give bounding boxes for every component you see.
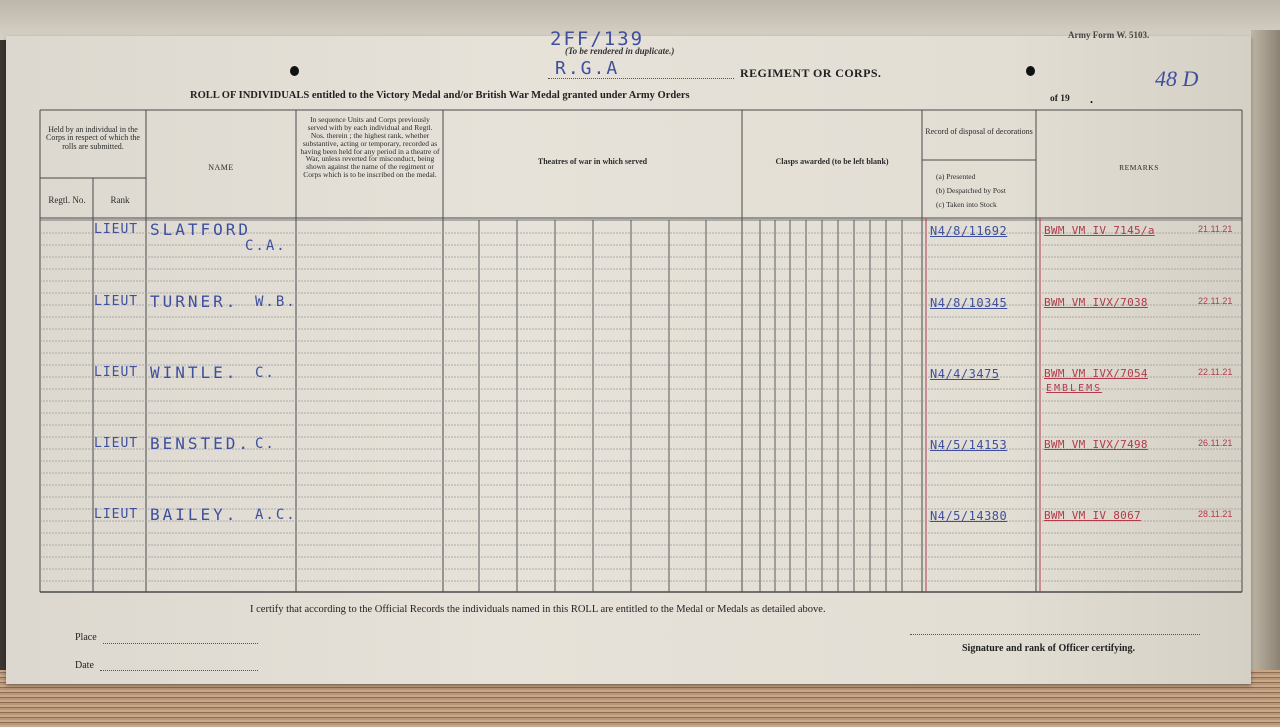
record-b: (b) Despatched by Post [936, 186, 1006, 195]
entry-date: 21.11.21 [1198, 224, 1233, 234]
entry-remarks: BWM VM IVX/7498 [1044, 438, 1148, 451]
date-field-line [100, 670, 258, 671]
entry-rank: LIEUT [94, 222, 139, 237]
entry-remarks: BWM VM IV 7145/a [1044, 224, 1155, 237]
entry-surname: SLATFORD [150, 220, 252, 239]
place-label: Place [75, 632, 97, 643]
record-a: (a) Presented [936, 172, 976, 181]
entry-rank: LIEUT [94, 294, 139, 309]
entry-remarks: BWM VM IVX/7054 [1044, 367, 1148, 380]
entry-rank: LIEUT [94, 507, 139, 522]
entry-date: 26.11.21 [1198, 438, 1233, 448]
top-handwritten-text: 2FF/139 [550, 28, 645, 50]
entry-remarks: BWM VM IVX/7038 [1044, 296, 1148, 309]
place-field-line [103, 643, 258, 644]
entry-initials: C.A. [245, 238, 287, 254]
entry-initials: C. [255, 365, 276, 381]
col-regtl-no: Regtl. No. [48, 195, 86, 205]
entry-initials: W.B. [255, 294, 297, 310]
col-remarks: REMARKS [1119, 163, 1159, 172]
col-record-title: Record of disposal of decorations [925, 127, 1033, 136]
entry-remarks-extra: EMBLEMS [1046, 383, 1103, 394]
of-year-dot: . [1090, 92, 1093, 106]
entry-record: N4/8/11692 [930, 224, 1008, 238]
entry-surname: BENSTED. [150, 434, 252, 453]
col-name: NAME [208, 163, 234, 172]
page-reference-text: 48 D [1155, 66, 1199, 91]
corps-value-text: R.G.A [555, 58, 620, 79]
entry-record: N4/5/14380 [930, 509, 1008, 523]
col-units-note: In sequence Units and Corps previously served with by each individual and Regtl. Nos. therein ; the highest rank, whether substantive, acting or temporary, recorded as having been held for any period in a theatre of War, unless reverted for misconduct, being shown against the name of the regiment or Corps which is to be inscribed on the medal. [300, 115, 440, 180]
record-c: (c) Taken into Stock [936, 200, 997, 209]
regiment-label: REGIMENT OR CORPS. [740, 66, 882, 80]
entry-surname: WINTLE. [150, 363, 239, 382]
entry-surname: BAILEY. [150, 505, 239, 524]
col-held-by: Held by an individual in the Corps in respect of which the rolls are submitted. [46, 125, 140, 151]
entry-record: N4/8/10345 [930, 296, 1008, 310]
duplicate-note: (To be rendered in duplicate.) [565, 46, 675, 56]
signature-label: Signature and rank of Officer certifying. [962, 643, 1135, 654]
certify-statement: I certify that according to the Official Records the individuals named in this ROLL are entitled to the Medal or Medals as detailed above. [250, 604, 826, 615]
entry-date: 28.11.21 [1198, 509, 1233, 519]
entry-rank: LIEUT [94, 436, 139, 451]
entry-record: N4/5/14153 [930, 438, 1008, 452]
col-rank: Rank [110, 195, 130, 205]
entry-initials: A.C. [255, 507, 297, 523]
col-clasps: Clasps awarded (to be left blank) [775, 157, 889, 166]
roll-title: ROLL OF INDIVIDUALS entitled to the Victory Medal and/or British War Medal granted under Army Orders [190, 90, 690, 101]
date-label: Date [75, 660, 94, 671]
entry-rank: LIEUT [94, 365, 139, 380]
col-theatres: Theatres of war in which served [537, 157, 648, 166]
signature-field-line [910, 634, 1200, 635]
entry-initials: C. [255, 436, 276, 452]
entry-remarks: BWM VM IV 8067 [1044, 509, 1141, 522]
entry-date: 22.11.21 [1198, 296, 1233, 306]
entry-date: 22.11.21 [1198, 367, 1233, 377]
entry-record: N4/4/3475 [930, 367, 1000, 381]
form-number: Army Form W. 5103. [1068, 30, 1150, 40]
of-year-label: of 19 [1050, 94, 1070, 104]
entry-surname: TURNER. [150, 292, 239, 311]
